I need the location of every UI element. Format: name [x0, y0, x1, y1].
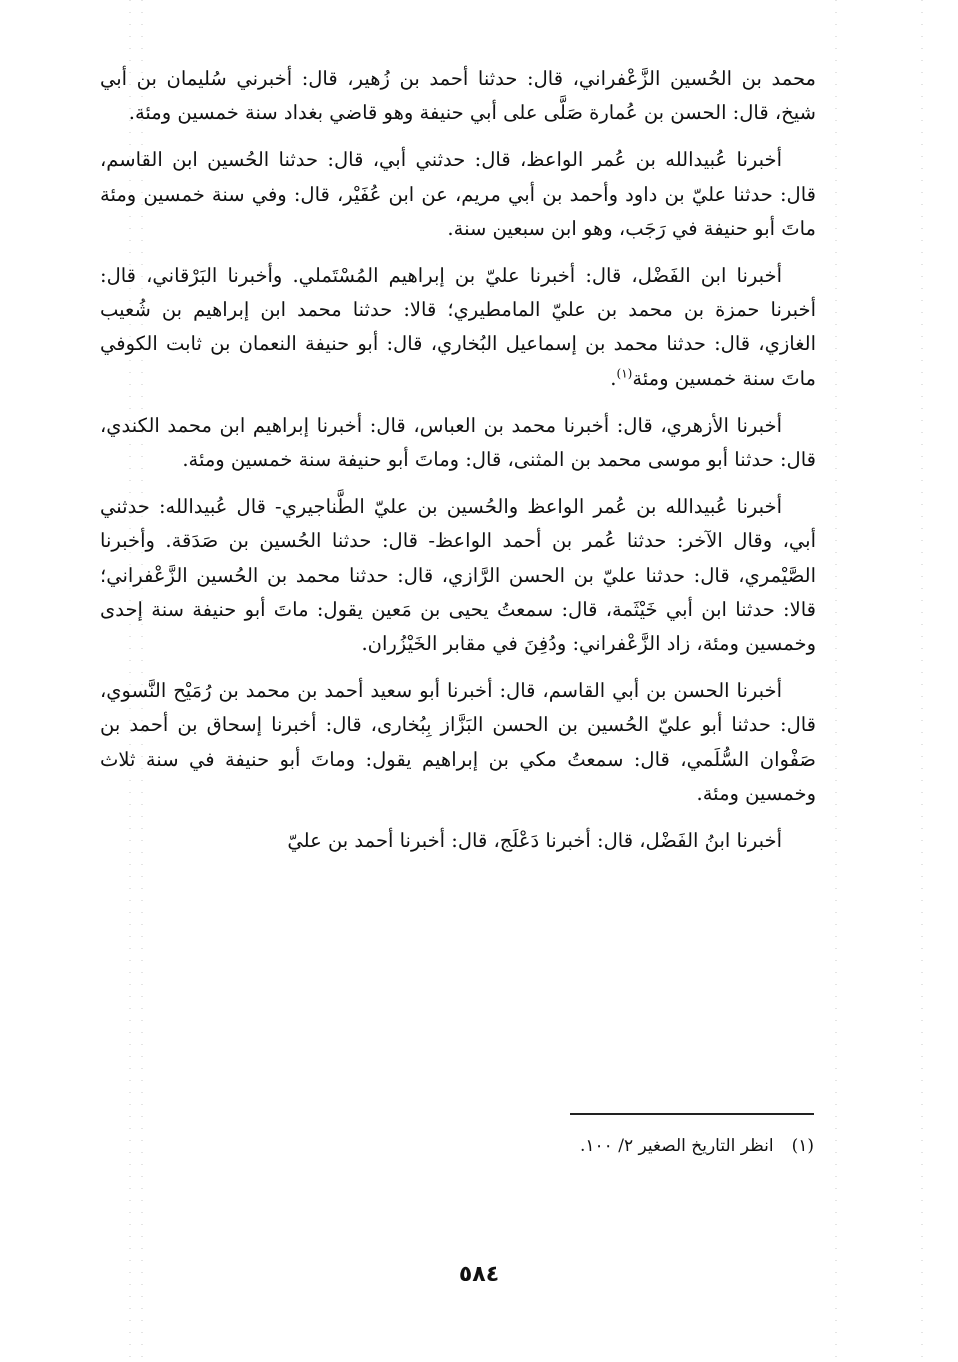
page-number: ٥٨٤ [458, 1262, 500, 1287]
footnote-divider [570, 1113, 814, 1115]
paragraph-6: أخبرنا الحسن بن أبي القاسم، قال: أخبرنا أبو سعيد أحمد بن محمد بن رُمَيْح النَّسوي، قال: حدثنا أبو عليّ الحُسين بن الحسن البَزَّاز بِبُخارى، قال: أخبرنا إسحاق بن أحمد بن صَفْوان السُّلَمي، قال: سمعتُ مكي بن إبراهيم يقول: وماتَ أبو حنيفة في سنة ثلاث وخمسين ومئة. [100, 679, 816, 805]
paragraph-1: محمد بن الحُسين الزَّعْفراني، قال: حدثنا أحمد بن زُهير، قال: أخبرني سُليمان بن أبي شيخ، قال: الحسن بن عُمارة صَلَّى على أبي حنيفة وهو قاضي بغداد سنة خمسين ومئة. [100, 67, 816, 125]
paragraph-4: أخبرنا الأزهري، قال: أخبرنا محمد بن العباس، قال: أخبرنا إبراهيم ابن محمد الكندي، قال: حدثنا أبو موسى محمد بن المثنى، قال: وماتَ أبو حنيفة سنة خمسين ومئة. [100, 413, 816, 472]
page-body [100, 62, 816, 871]
paragraph-2: أخبرنا عُبيدالله بن عُمر الواعظ، قال: حدثني أبي، قال: حدثنا الحُسين ابن القاسم، قال: حدثنا عليّ بن داود وأحمد بن أبي مريم، عن ابن عُفَيْر، قال: وفي سنة خمسين ومئة ماتَ أبو حنيفة في رَجَب، وهو ابن سبعين سنة. [100, 148, 816, 240]
footnote-number: (١) [791, 1136, 814, 1156]
paragraph-3-text: أخبرنا ابن الفَضْل، قال: أخبرنا عليّ بن إبراهيم المُسْتَملي. وأخبرنا البَرْقاني، قال: أخبرنا حمزة بن محمد بن عليّ المامطيري؛ قالا: حدثنا محمد ابن إبراهيم بن شُعيب الغازي، قال: حدثنا محمد بن إسماعيل البُخاري، قال: أبو حنيفة النعمان بن ثابت الكوفي ماتَ سنة خمسين ومئة [100, 264, 816, 390]
footnote-marker: (١) [616, 366, 633, 381]
footnote [100, 1133, 814, 1159]
footnote-text: انظر التاريخ الصغير ٢/ ١٠٠. [580, 1136, 774, 1156]
paragraph-7: أخبرنا ابنُ الفَضْل، قال: أخبرنا دَعْلَج، قال: أخبرنا أحمد بن عليّ [287, 829, 782, 853]
paragraph-3: أخبرنا ابن الفَضْل، قال: أخبرنا عليّ بن إبراهيم المُسْتَملي. وأخبرنا البَرْقاني، قال: أخبرنا حمزة بن محمد بن عليّ المامطيري؛ قالا: حدثنا محمد ابن إبراهيم بن شُعيب الغازي، قال: حدثنا محمد بن إسماعيل البُخاري، قال: أبو حنيفة النعمان بن ثابت الكوفي ماتَ سنة خمسين ومئة$^{(١)}$. [100, 264, 816, 390]
paragraph-5: أخبرنا عُبيدالله بن عُمر الواعظ والحُسين بن عليّ الطَّناجيري- قال عُبيدالله: حدثني أبي، وقال الآخر: حدثنا عُمر بن أحمد الواعظ- قال: حدثنا الحُسين بن صَدَقة. وأخبرنا الصَّيْمري، قال: حدثنا عليّ بن الحسن الرَّازي، قال: حدثنا محمد بن الحُسين الزَّعْفراني؛ قالا: حدثنا ابن أبي خَيْثَمة، قال: سمعتُ يحيى بن مَعين يقول: ماتَ أبو حنيفة سنة إحدى وخمسين ومئة، زاد الزَّعْفراني: ودُفِنَ في مقابر الخَيْزُران. [100, 495, 816, 656]
